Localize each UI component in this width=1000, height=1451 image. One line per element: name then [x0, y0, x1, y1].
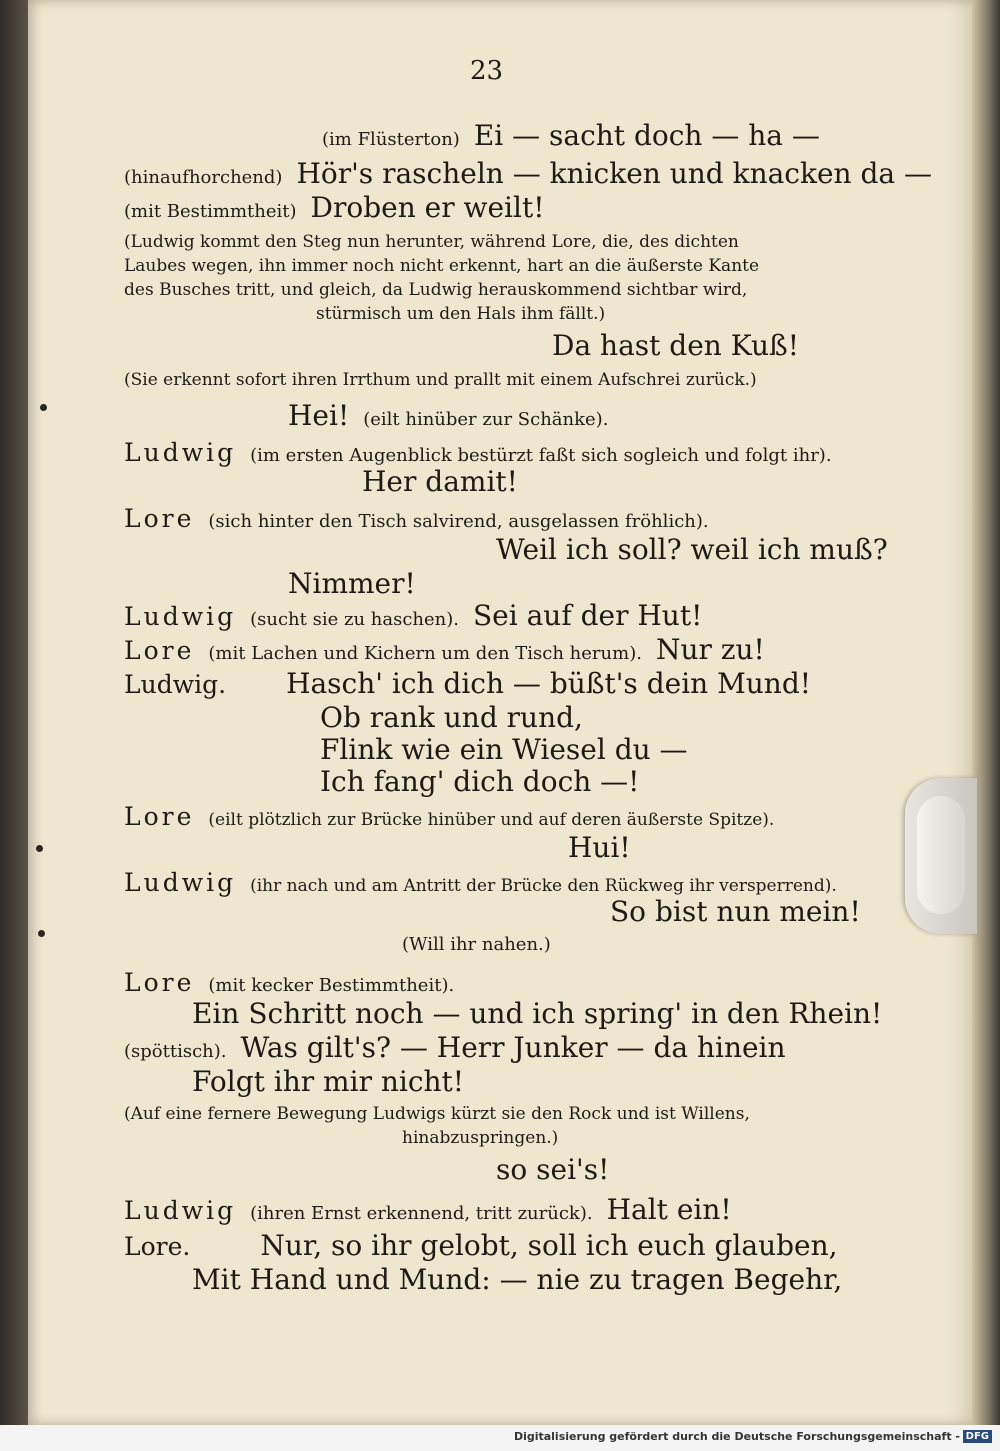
speaker-name: Ludwig	[124, 602, 237, 631]
verse: Ein Schritt noch — und ich spring' in den Rhein!	[192, 997, 883, 1030]
stage-direction: (mit Bestimmtheit)	[124, 201, 297, 222]
speaker-name: Lore	[124, 636, 195, 665]
digitization-credit: Digitalisierung gefördert durch die Deutsche Forschungsgemeinschaft -	[513, 1430, 960, 1443]
stage-direction: (Ludwig kommt den Steg nun herunter, während Lore, die, des dichten	[124, 232, 739, 252]
verse: Ei — sacht doch — ha —	[473, 119, 820, 152]
verse: Hasch' ich dich — büßt's dein Mund!	[286, 667, 811, 700]
stage-direction: (Sie erkennt sofort ihren Irrthum und prallt mit einem Aufschrei zurück.)	[124, 370, 757, 390]
stage-direction: Laubes wegen, ihn immer noch nicht erkennt, hart an die äußerste Kante	[124, 256, 760, 276]
text-line	[124, 157, 932, 190]
verse: So bist nun mein!	[610, 895, 861, 928]
stage-direction: hinabzuspringen.)	[402, 1128, 559, 1148]
stage-direction: (ihren Ernst erkennend, tritt zurück).	[250, 1203, 593, 1224]
verse: Hei!	[288, 399, 350, 432]
text-line	[124, 599, 703, 632]
verse: Nur zu!	[655, 633, 765, 666]
stage-direction: stürmisch um den Hals ihm fällt.)	[316, 304, 606, 324]
stage-direction: (im ersten Augenblick bestürzt faßt sich sogleich und folgt ihr).	[250, 445, 832, 466]
stage-direction: (eilt plötzlich zur Brücke hinüber und auf deren äußerste Spitze).	[208, 810, 775, 830]
speaker-name: Lore	[124, 802, 195, 831]
text-line	[124, 440, 832, 465]
text-line	[124, 633, 765, 666]
text-line	[124, 870, 837, 895]
verse: Hör's rascheln — knicken und knacken da —	[296, 157, 932, 190]
stage-direction: (eilt hinüber zur Schänke).	[363, 409, 609, 430]
text-line	[322, 119, 820, 152]
stage-direction: (im Flüsterton)	[322, 129, 460, 150]
verse: Ob rank und rund,	[320, 701, 583, 734]
speaker-name: Ludwig	[124, 868, 237, 897]
verse: Halt ein!	[606, 1193, 732, 1226]
speaker-name: Ludwig.	[124, 670, 227, 699]
speaker-name: Ludwig	[124, 1196, 237, 1225]
page-number: 23	[470, 56, 504, 86]
verse: Flink wie ein Wiesel du —	[320, 733, 688, 766]
verse: Weil ich soll? weil ich muß?	[496, 533, 888, 566]
binding-hole	[36, 845, 43, 852]
verse: Mit Hand und Mund: — nie zu tragen Begehr,	[192, 1263, 843, 1296]
book-edge-right	[972, 0, 1000, 1425]
stage-direction: (Auf eine fernere Bewegung Ludwigs kürzt sie den Rock und ist Willens,	[124, 1104, 750, 1124]
stage-direction: des Busches tritt, und gleich, da Ludwig herauskommend sichtbar wird,	[124, 280, 748, 300]
text-line	[288, 399, 609, 432]
text-line	[124, 1229, 838, 1262]
text-line	[124, 506, 709, 531]
verse: Nimmer!	[288, 567, 416, 600]
stage-direction: (mit Lachen und Kichern um den Tisch herum).	[208, 643, 642, 664]
verse: Was gilt's? — Herr Junker — da hinein	[240, 1031, 786, 1064]
verse: Da hast den Kuß!	[552, 329, 800, 362]
verse: Nur, so ihr gelobt, soll ich euch glauben,	[260, 1229, 838, 1262]
book-gutter-left	[0, 0, 28, 1425]
stage-direction: (mit kecker Bestimmtheit).	[208, 975, 455, 996]
verse: Sei auf der Hut!	[472, 599, 703, 632]
verse: Droben er weilt!	[310, 191, 545, 224]
text-line	[124, 804, 774, 829]
binding-hole	[38, 930, 45, 937]
dfg-logo: DFG	[963, 1430, 992, 1443]
binding-hole	[40, 404, 47, 411]
verse: Hui!	[568, 831, 631, 864]
speaker-name: Lore	[124, 968, 195, 997]
stage-direction: (spöttisch).	[124, 1041, 227, 1062]
verse: so sei's!	[496, 1153, 610, 1186]
stage-direction: (hinaufhorchend)	[124, 167, 283, 188]
page-clip-inner	[917, 796, 965, 914]
stage-direction: (sucht sie zu haschen).	[250, 609, 459, 630]
verse: Folgt ihr mir nicht!	[192, 1065, 465, 1098]
text-line	[124, 1031, 786, 1064]
text-line	[124, 191, 545, 224]
text-line	[124, 970, 454, 995]
verse: Her damit!	[362, 465, 518, 498]
stage-direction: (sich hinter den Tisch salvirend, ausgelassen fröhlich).	[208, 511, 709, 532]
verse: Ich fang' dich doch —!	[320, 765, 640, 798]
text-line	[124, 1193, 732, 1226]
stage-direction: (Will ihr nahen.)	[402, 934, 551, 955]
speaker-name: Ludwig	[124, 438, 237, 467]
speaker-name: Lore	[124, 504, 195, 533]
speaker-name: Lore.	[124, 1232, 191, 1261]
text-line	[124, 667, 811, 700]
stage-direction: (ihr nach und am Antritt der Brücke den Rückweg ihr versperrend).	[250, 876, 837, 896]
